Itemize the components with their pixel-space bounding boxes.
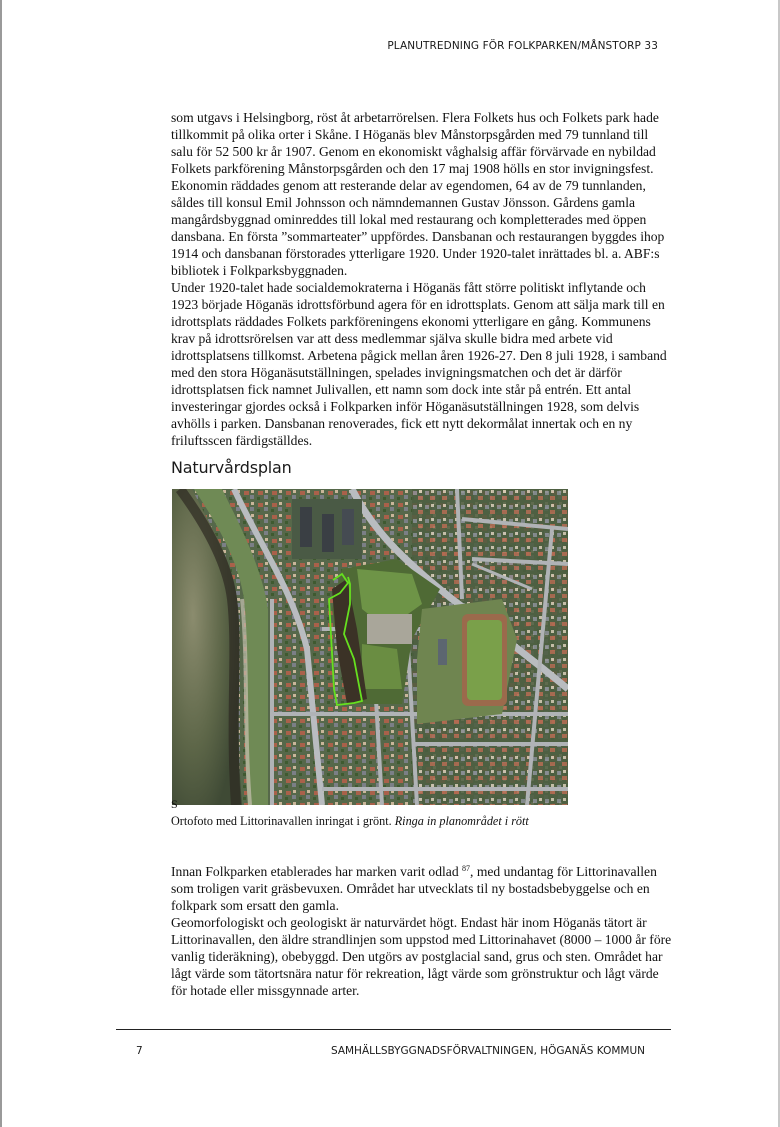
paragraph: Geomorfologiskt och geologiskt är naturvärdet högt. Endast här inom Höganäs tätort är Littorinavallen, den äldre strandlinjen som uppstod med Littorinahavet (8000 – 1000 år före vanlig tideräkning), obebyggd. Den utgörs av postglacial sand, grus och sten. Området har lågt värde som tätortsnära natur för rekreation, lågt värde som grönstruktur och lågt värde för hotade eller missgynnade arter. [171, 915, 672, 998]
nature-text [171, 863, 673, 999]
section-heading: Naturvårdsplan [171, 458, 292, 477]
footer-divider [116, 1029, 671, 1030]
figure-marker: S [171, 797, 178, 811]
page-number: 7 [136, 1045, 143, 1057]
paragraph: Under 1920-talet hade socialdemokraterna i Höganäs fått större politiskt inflytande och 1923 började Höganäs idrottsförbund agera för en idrottsplats. Genom att sälja mark till en idrottsplats räddades Folkets parkföreningens ekonomi ytterligare en gång. Kommunens krav på idrottsrörelsen var att dess medlemmar själva skulle bidra med arbete vid idrottsplatsens tillkomst. Arbetena pågick mellan åren 1926-27. Den 8 juli 1928, i samband med den stora Höganäsutställningen, spelades invigningsmatchen och det är därför idrottsplatsen fick namnet Julivallen, ett namn som dock inte står på entrén. Ett antal investeringar gjordes också i Folkparken inför Höganäsutställningen 1928, som delvis avhölls i parken. Dansbanan renoverades, fick ett nytt dekormålat innertak och en ny friluftsscen färdigställdes. [171, 280, 667, 448]
caption-text: Ortofoto med Littorinavallen inringat i grönt. [171, 814, 395, 828]
paragraph: som utgavs i Helsingborg, röst åt arbetarrörelsen. Flera Folkets hus och Folkets park hade tillkommit på olika orter i Skåne. I Höganäs blev Månstorpsgården med 79 tunnland till salu för 52 500 kr år 1907. Genom en ekonomiskt våghalsig affär förvärvade en nybildad Folkets parkförening Månstorpsgården och den 17 maj 1908 hölls en stor invigningsfest. Ekonomin räddades genom att resterande delar av egendomen, 64 av de 79 tunnlanden, såldes till konsul Emil Johnsson och nämndemannen Gustav Jönsson. Gårdens gamla mangårdsbyggnad ominreddes till lokal med restaurang och kompletterades med öppen dansbana. En första ”sommarteater” uppfördes. Dansbanan och restaurangen byggdes ihop 1914 och dansbanan förstorades ytterligare 1920. Under 1920-talet inrättades bl. a. ABF:s bibliotek i Folkparksbyggnaden. [171, 110, 665, 278]
caption-note: Ringa in planområdet i rött [394, 814, 529, 828]
paragraph-text: , med undantag för Littorinavallen som troligen varit gräsbevuxen. Området har utvecklats til ny bostadsbebyggelse och en folkpark som ersatt den gamla. [171, 864, 657, 913]
footer-organization: SAMHÄLLSBYGGNADSFÖRVALTNINGEN, HÖGANÄS KOMMUN [330, 1045, 645, 1057]
footnote-reference[interactable]: 87 [462, 864, 471, 873]
paragraph-text: Innan Folkparken etablerades har marken varit odlad [171, 864, 463, 879]
history-text [171, 109, 673, 449]
orthophoto-figure [172, 489, 568, 805]
aerial-photo [172, 489, 568, 805]
running-header: PLANUTREDNING FÖR FOLKPARKEN/MÅNSTORP 33 [387, 40, 658, 52]
paragraph [171, 863, 673, 914]
figure-caption [171, 814, 529, 829]
